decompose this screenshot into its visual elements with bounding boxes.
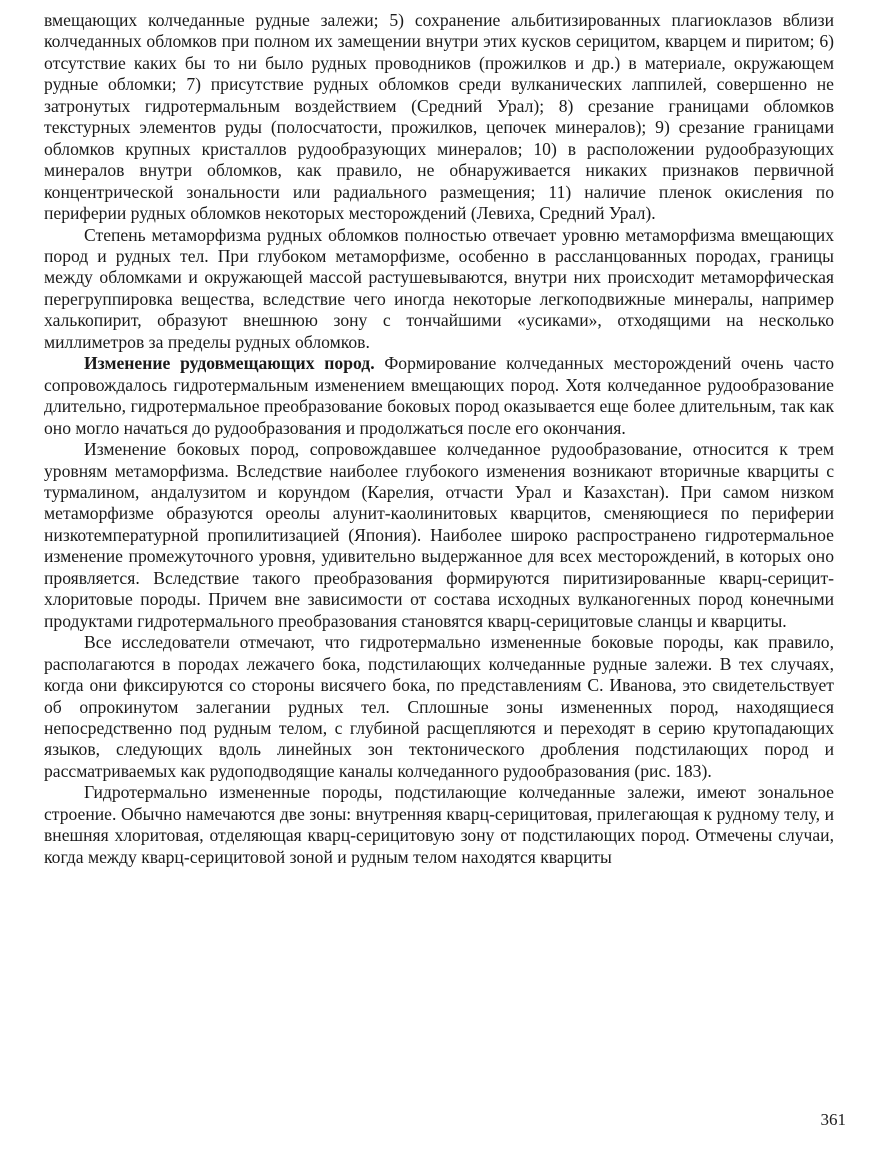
page-body — [44, 10, 834, 868]
paragraph-4: Изменение боковых пород, сопровождавшее колчеданное рудообразование, относится к трем уровням метаморфизма. Вследствие наиболее глубокого изменения возникают вторичные кварциты с турмалином, андалузитом и корундом (Карелия, отчасти Урал и Казахстан). При самом низком метаморфизме образуются ореолы алунит-каолинитовых кварцитов, сменяющиеся по периферии низкотемпературной пропилитизацией (Япония). Наиболее широко распространено гидротермальное изменение промежуточного уровня, удивительно выдержанное для всех месторождений, в которых оно проявляется. Вследствие такого преобразования формируются пиритизированные кварц-серицит-хлоритовые породы. Причем вне зависимости от состава исходных вулканогенных пород конечными продуктами гидротермального преобразования становятся кварц-серицитовые сланцы и кварциты. — [44, 439, 834, 631]
page-number: 361 — [820, 1110, 846, 1129]
paragraph-1: вмещающих колчеданные рудные залежи; 5) сохранение альбитизированных плагиоклазов вблизи колчеданных обломков при полном их замещении внутри этих кусков серицитом, кварцем и пиритом; 6) отсутствие каких бы то ни было рудных проводников (прожилков и др.) в материале, окружающем рудные обломки; 7) присутствие рудных обломков среди вулканических лаппилей, совершенно не затронутых гидротермальным воздействием (Средний Урал); 8) срезание границами обломков текстурных элементов руды (полосчатости, прожилков, цепочек минералов); 9) срезание границами обломков крупных кристаллов рудообразующих минералов; 10) в расположении рудообразующих минералов внутри обломков, как правило, не обнаруживается никаких признаков первичной концентрической зональности или радиального размещения; 11) наличие пленок окисления по периферии рудных обломков некоторых месторождений (Левиха, Средний Урал). — [44, 10, 834, 224]
paragraph-6: Гидротермально измененные породы, подстилающие колчеданные залежи, имеют зональное строение. Обычно намечаются две зоны: внутренняя кварц-серицитовая, прилегающая к рудному телу, и внешняя хлоритовая, отделяющая кварц-серицитовую зону от подстилающих пород. Отмечены случаи, когда между кварц-серицитовой зоной и рудным телом находятся кварциты — [44, 782, 834, 867]
paragraph-5: Все исследователи отмечают, что гидротермально измененные боковые породы, как правило, располагаются в породах лежачего бока, подстилающих колчеданные рудные залежи. В тех случаях, когда они фиксируются со стороны висячего бока, по представлениям С. Иванова, это свидетельствует об опрокинутом залегании рудных тел. Сплошные зоны измененных пород, находящиеся непосредственно под рудным телом, с глубиной расщепляются и переходят в серию крутопадающих языков, следующих вдоль линейных зон тектонического дробления подстилающих пород и рассматриваемых как рудоподводящие каналы колчеданного рудообразования (рис. 183). — [44, 632, 834, 781]
section-heading: Изменение рудовмещающих пород. — [84, 353, 375, 374]
paragraph-2: Степень метаморфизма рудных обломков полностью отвечает уровню метаморфизма вмещающих пород и рудных тел. При глубоком метаморфизме, особенно в рассланцованных породах, границы между обломками и окружающей массой растушевываются, внутри них происходит метаморфическая перегруппировка вещества, вследствие чего иногда некоторые легкоподвижные минералы, например халькопирит, образуют внешнюю зону с тончайшими «усиками», отходящими на несколько миллиметров за пределы рудных обломков. — [44, 224, 834, 352]
paragraph-3-text: Формирование колчеданных месторождений очень часто сопровождалось гидротермальным изменением вмещающих пород. Хотя колчеданное рудообразование длительно, гидротермальное преобразование боковых пород оказывается еще более длительным, так как оно могло начаться до рудообразования и продолжаться после его окончания. — [44, 353, 834, 438]
paragraph-3 — [44, 353, 834, 439]
